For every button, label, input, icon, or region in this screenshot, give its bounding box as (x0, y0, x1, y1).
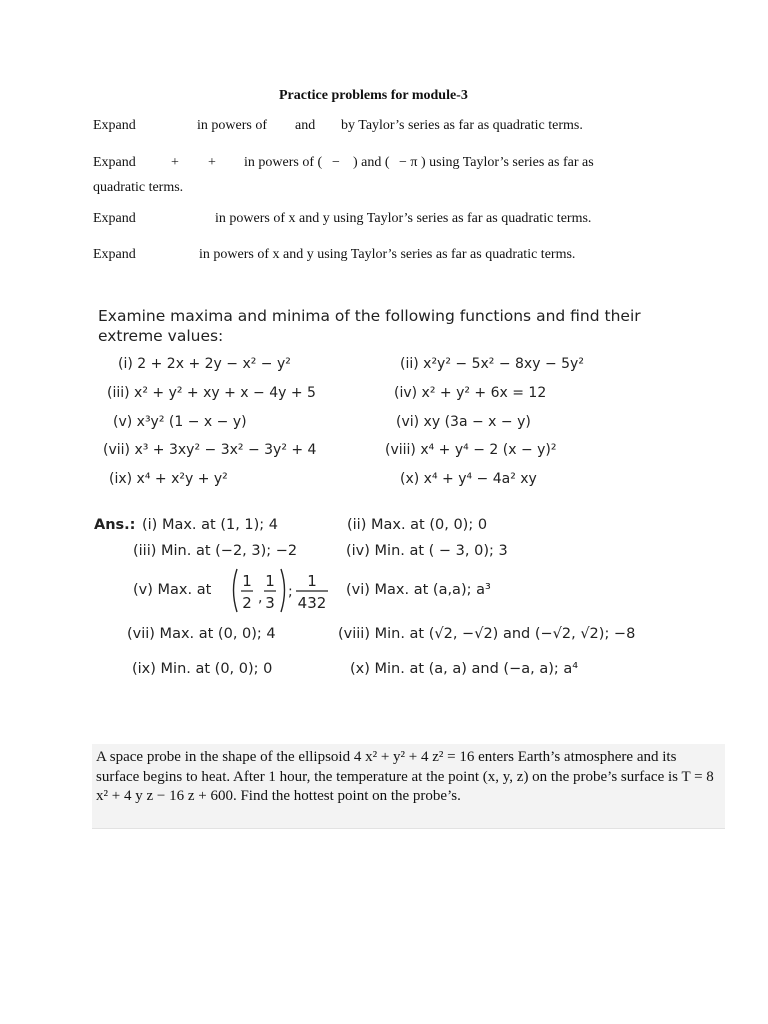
taylor-problem-1 (93, 118, 583, 134)
function-item: (v) x³y² (1 − x − y) (113, 414, 247, 430)
function-item: (vi) xy (3a − x − y) (396, 414, 531, 430)
fraction-numerator: 1 (242, 572, 252, 590)
taylor-problem-4 (93, 247, 575, 263)
taylor-problem-2-word: + (208, 155, 216, 170)
taylor-problem-2-word: + (171, 155, 179, 170)
answers-label: Ans.: (94, 517, 136, 533)
taylor-problem-2-word: Expand (93, 155, 136, 170)
taylor-problem-3 (93, 211, 591, 227)
function-item: (ii) x²y² − 5x² − 8xy − 5y² (400, 356, 584, 372)
extrema-heading-line2: extreme values: (98, 327, 224, 345)
taylor-problem-4-word: in powers of x and y using Taylor’s series as far as quadratic terms. (199, 247, 576, 262)
taylor-problem-1-word: in powers of (197, 118, 267, 133)
taylor-problem-2-word: − (332, 155, 340, 170)
answer-item: (ii) Max. at (0, 0); 0 (347, 517, 488, 533)
function-item: (iv) x² + y² + 6x = 12 (394, 385, 547, 401)
right-paren-icon (281, 569, 285, 612)
page-title: Practice problems for module-3 (279, 88, 468, 103)
answer-item: (iii) Min. at (−2, 3); −2 (133, 543, 298, 559)
space-probe-text: A space probe in the shape of the ellipsoid 4 x² + y² + 4 z² = 16 enters Earth’s atmosphere and its surface begins to heat. After 1 hour, the temperature at the point (x, y, z) on the probe’s surface is T = 8 x² + 4 y z − 16 z + 600. Find the hottest point on the probe’s. (96, 749, 714, 804)
fraction-comma: , (258, 590, 263, 606)
taylor-problem-1-word: by Taylor’s series as far as quadratic terms. (341, 118, 583, 133)
answer-item: (vii) Max. at (0, 0); 4 (127, 626, 276, 642)
space-probe-problem (92, 744, 725, 829)
taylor-problem-2-word: − π ) using Taylor’s series as far as (399, 155, 594, 170)
function-item: (x) x⁴ + y⁴ − 4a² xy (400, 471, 537, 487)
answer-item: (vi) Max. at (a,a); a³ (346, 582, 491, 598)
taylor-problem-4-word: Expand (93, 247, 136, 262)
answer-item: (ix) Min. at (0, 0); 0 (132, 661, 273, 677)
answer-item: (i) Max. at (1, 1); 4 (142, 517, 279, 533)
taylor-problem-3-word: Expand (93, 211, 136, 226)
answer-item: (iv) Min. at ( − 3, 0); 3 (346, 543, 508, 559)
taylor-problem-2 (93, 155, 594, 171)
answer-item: (viii) Min. at (√2, −√2) and (−√2, √2); −8 (338, 626, 636, 642)
fraction-denominator: 2 (242, 594, 252, 612)
taylor-problem-1-word: and (295, 118, 316, 133)
taylor-problem-2-word: in powers of ( (244, 155, 323, 170)
function-item: (ix) x⁴ + x²y + y² (109, 471, 228, 487)
taylor-problem-3-word: in powers of x and y using Taylor’s series as far as quadratic terms. (215, 211, 592, 226)
fraction-denominator: 3 (265, 594, 275, 612)
answer-v-fractions (230, 566, 338, 616)
taylor-problem-2-word: ) and ( (353, 155, 390, 170)
left-paren-icon (234, 569, 238, 612)
taylor-problem-2-continuation: quadratic terms. (93, 180, 184, 195)
answer-item: (v) Max. at (133, 582, 212, 598)
answer-item: (x) Min. at (a, a) and (−a, a); a⁴ (350, 661, 579, 677)
function-item: (viii) x⁴ + y⁴ − 2 (x − y)² (385, 442, 557, 458)
taylor-problem-1-word: Expand (93, 118, 136, 133)
fraction-semicolon: ; (288, 584, 293, 600)
function-item: (i) 2 + 2x + 2y − x² − y² (118, 356, 291, 372)
function-item: (vii) x³ + 3xy² − 3x² − 3y² + 4 (103, 442, 317, 458)
fraction-numerator: 1 (307, 572, 317, 590)
fraction-numerator: 1 (265, 572, 275, 590)
fraction-denominator: 432 (297, 594, 327, 612)
extrema-heading-line1: Examine maxima and minima of the following functions and find their (98, 307, 641, 325)
function-item: (iii) x² + y² + xy + x − 4y + 5 (107, 385, 316, 401)
